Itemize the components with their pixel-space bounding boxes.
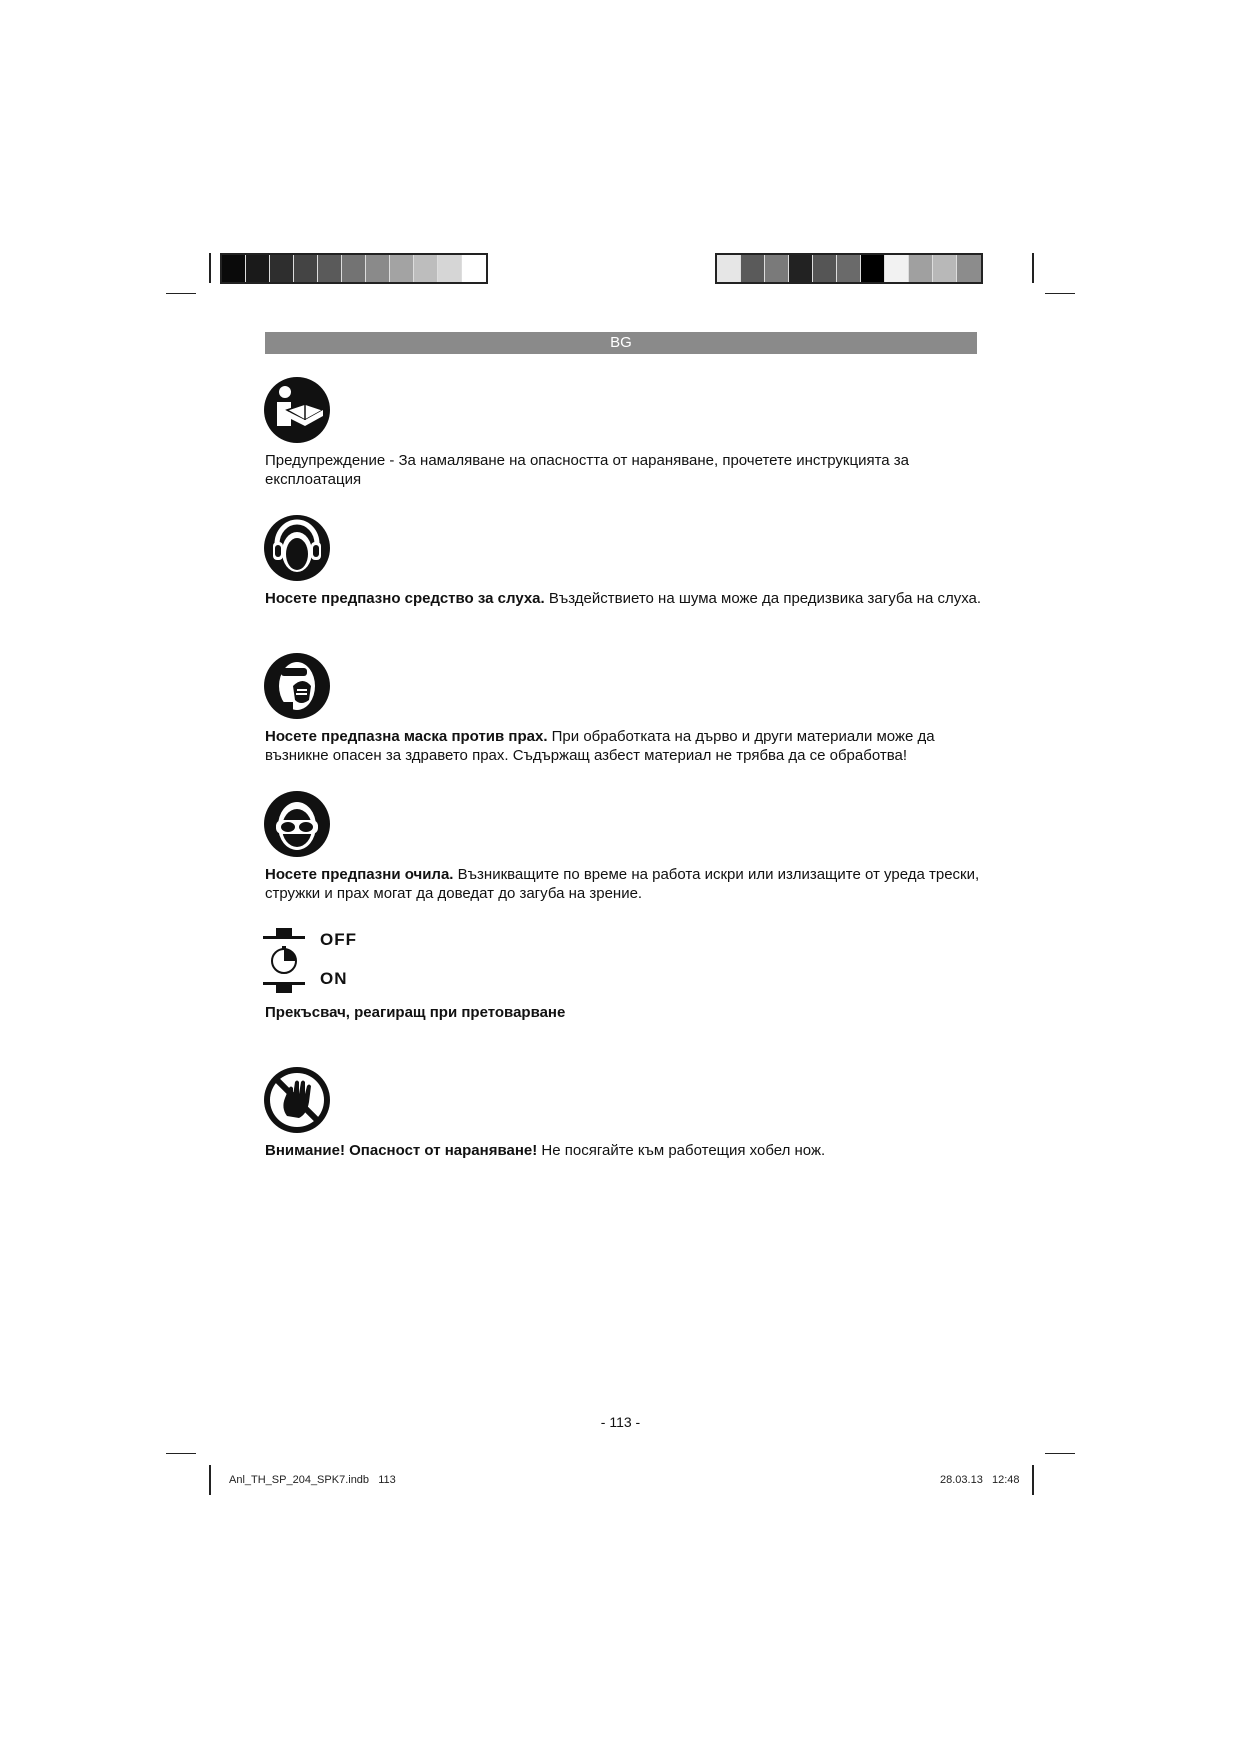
calibration-swatch <box>957 255 981 282</box>
calibration-swatch <box>813 255 837 282</box>
calibration-swatch <box>390 255 414 282</box>
read-manual-icon <box>263 376 331 444</box>
ear-protection-text: Носете предпазно средство за слуха. Въздействието на шума може да предизвика загуба на слуха. <box>265 590 982 607</box>
crop-mark <box>1032 1465 1034 1495</box>
calibration-swatch <box>885 255 909 282</box>
calibration-swatch <box>222 255 246 282</box>
crop-mark <box>1045 293 1075 294</box>
calibration-swatch <box>861 255 885 282</box>
crop-mark <box>166 293 196 294</box>
calibration-swatch <box>909 255 933 282</box>
crop-mark <box>166 1453 196 1454</box>
calibration-swatch <box>342 255 366 282</box>
language-tab: BG <box>265 332 977 354</box>
footer-date: 28.03.13 <box>940 1474 983 1486</box>
calibration-swatch <box>741 255 765 282</box>
calibration-swatch <box>246 255 270 282</box>
footer-time: 12:48 <box>992 1474 1020 1486</box>
overload-switch-icon <box>263 928 305 994</box>
on-label: ON <box>320 969 348 988</box>
calibration-swatch <box>789 255 813 282</box>
warning-read-manual-text: Предупреждение - За намаляване на опасността от нараняване, прочетете инструкцията за експлоатация <box>265 452 910 488</box>
calibration-swatch <box>366 255 390 282</box>
crop-mark <box>209 253 211 283</box>
calibration-swatch <box>270 255 294 282</box>
calibration-swatch <box>717 255 741 282</box>
calibration-swatch <box>294 255 318 282</box>
overload-switch-text: Прекъсвач, реагиращ при претоварване <box>265 1004 566 1021</box>
off-label: OFF <box>320 930 357 949</box>
crop-mark <box>209 1465 211 1495</box>
safety-glasses-text: Носете предпазни очила. Възникващите по време на работа искри или излизащите от уреда трески, стружки и прах могат да доведат до загуба на зрение. <box>265 866 980 902</box>
calibration-swatch <box>414 255 438 282</box>
dust-mask-icon <box>263 652 331 720</box>
calibration-swatch <box>933 255 957 282</box>
color-calibration-bar-left <box>220 253 488 284</box>
calibration-swatch <box>837 255 861 282</box>
footer-filename: Anl_TH_SP_204_SPK7.indb 113 <box>229 1474 396 1486</box>
no-hand-icon <box>263 1066 331 1134</box>
safety-glasses-icon <box>263 790 331 858</box>
crop-mark <box>1045 1453 1075 1454</box>
page-number: - 113 - <box>600 1414 641 1430</box>
calibration-swatch <box>462 255 486 282</box>
crop-mark <box>1032 253 1034 283</box>
dust-mask-text: Носете предпазна маска против прах. При обработката на дърво и други материали може да възникне опасен за здравето прах. Съдържащ азбест материал не трябва да се обработва! <box>265 728 935 764</box>
ear-protection-icon <box>263 514 331 582</box>
calibration-swatch <box>765 255 789 282</box>
calibration-swatch <box>318 255 342 282</box>
color-calibration-bar-right <box>715 253 983 284</box>
cutter-warning-text: Внимание! Опасност от нараняване! Не посягайте към работещия хобел нож. <box>265 1142 826 1159</box>
calibration-swatch <box>438 255 462 282</box>
